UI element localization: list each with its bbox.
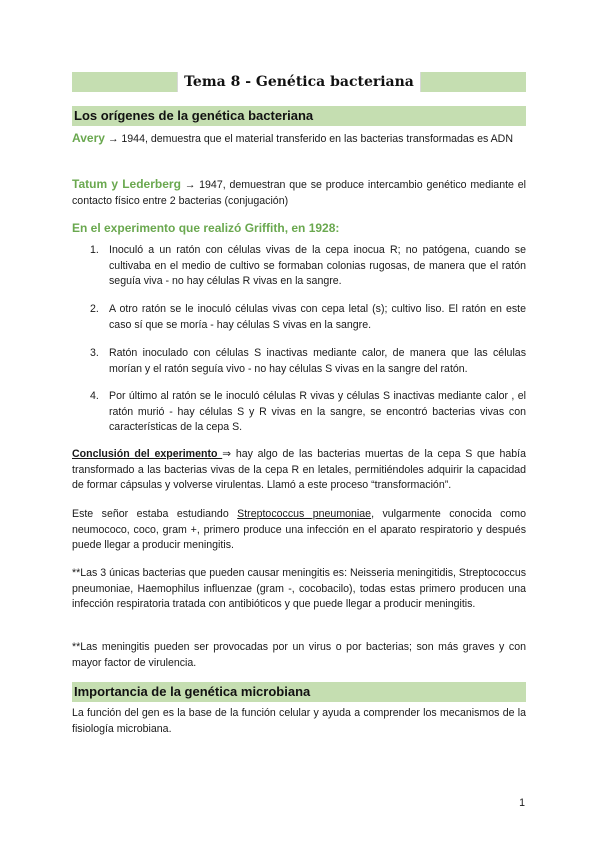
conclusion-label: Conclusión del experimento — [72, 448, 223, 460]
strepto-after: , vulgarmente conocida como neumococo, coco, gram +, primero produce una infección en el aparato respiratorio y después puede llegar a producir meningitis. — [72, 508, 526, 551]
list-item-text: Inoculó a un ratón con células vivas de la cepa inocua R; no patógena, cuando se cultivaba en el medio de cultivo se formaban colonias rugosas, de manera que el ratón seguía viva - no hay células R vivas en la sangre. — [109, 244, 526, 287]
tatum-paragraph — [72, 177, 526, 209]
title-bar — [72, 72, 526, 92]
page-number: 1 — [519, 797, 525, 809]
griffith-heading: En el experimento que realizó Griffith, en 1928: — [72, 221, 340, 235]
avery-paragraph — [72, 131, 526, 148]
meningitis-note-1: **Las 3 únicas bacterias que pueden causar meningitis es: Neisseria meningitidis, Streptococcus pneumoniae, Haemophilus influenzae (gram -, cocobacilo), todas estas primero producen una infección respiratoria tratada con antibióticos y que puede llegar a producir meningitis. — [72, 567, 527, 610]
tatum-name: Tatum y Lederberg — [72, 177, 181, 191]
list-item-number: 3. — [90, 347, 99, 359]
tatum-text: → 1947, demuestran que se produce intercambio genético mediante el contacto físico entre 2 bacterias (conjugación) — [72, 179, 526, 207]
strepto-name: Streptococcus pneumoniae — [237, 508, 372, 520]
meningitis-note-2: **Las meningitis pueden ser provocadas por un virus o por bacterias; son más graves y con mayor factor de virulencia. — [72, 641, 526, 669]
list-item-number: 1. — [90, 244, 99, 256]
list-item-text: A otro ratón se le inoculó células vivas con cepa letal (s); cultivo liso. El ratón en este caso sí que se moría - hay células S vivas en la sangre. — [109, 303, 526, 331]
conclusion-paragraph — [72, 447, 526, 494]
conclusion-text: ⇒ hay algo de las bacterias muertas de la cepa S que había transformado a las bacterias vivas de la cepa R en letales, permitiéndoles adquirir la capacidad de formar cápsulas y volverse virulentas. Llamó a este proceso “transformación”. — [72, 448, 526, 491]
strepto-before: Este señor estaba estudiando — [72, 508, 238, 520]
avery-name: Avery — [72, 131, 105, 145]
section-heading-importance: Importancia de la genética microbiana — [72, 682, 526, 702]
avery-text: → 1944, demuestra que el material transferido en las bacterias transformadas es ADN — [104, 133, 513, 145]
section-heading-origins: Los orígenes de la genética bacteriana — [72, 106, 526, 126]
list-item-text: Por último al ratón se le inoculó células R vivas y células S inactivas mediante calor , el ratón murió - hay células S y R vivas en la sangre, se encontró bacterias vivas con características de la cepa S. — [109, 390, 526, 433]
importance-paragraph: La función del gen es la base de la función celular y ayuda a comprender los mecanismos de la fisiología microbiana. — [72, 707, 526, 735]
page-title: Tema 8 - Genética bacteriana — [177, 72, 421, 92]
list-item-number: 2. — [90, 303, 99, 315]
streptococcus-paragraph — [72, 507, 526, 554]
list-item-number: 4. — [90, 390, 99, 402]
list-item-text: Ratón inoculado con células S inactivas mediante calor, de manera que las células morían y el ratón seguía vivo - no hay células S vivas en la sangre del ratón. — [109, 347, 526, 375]
